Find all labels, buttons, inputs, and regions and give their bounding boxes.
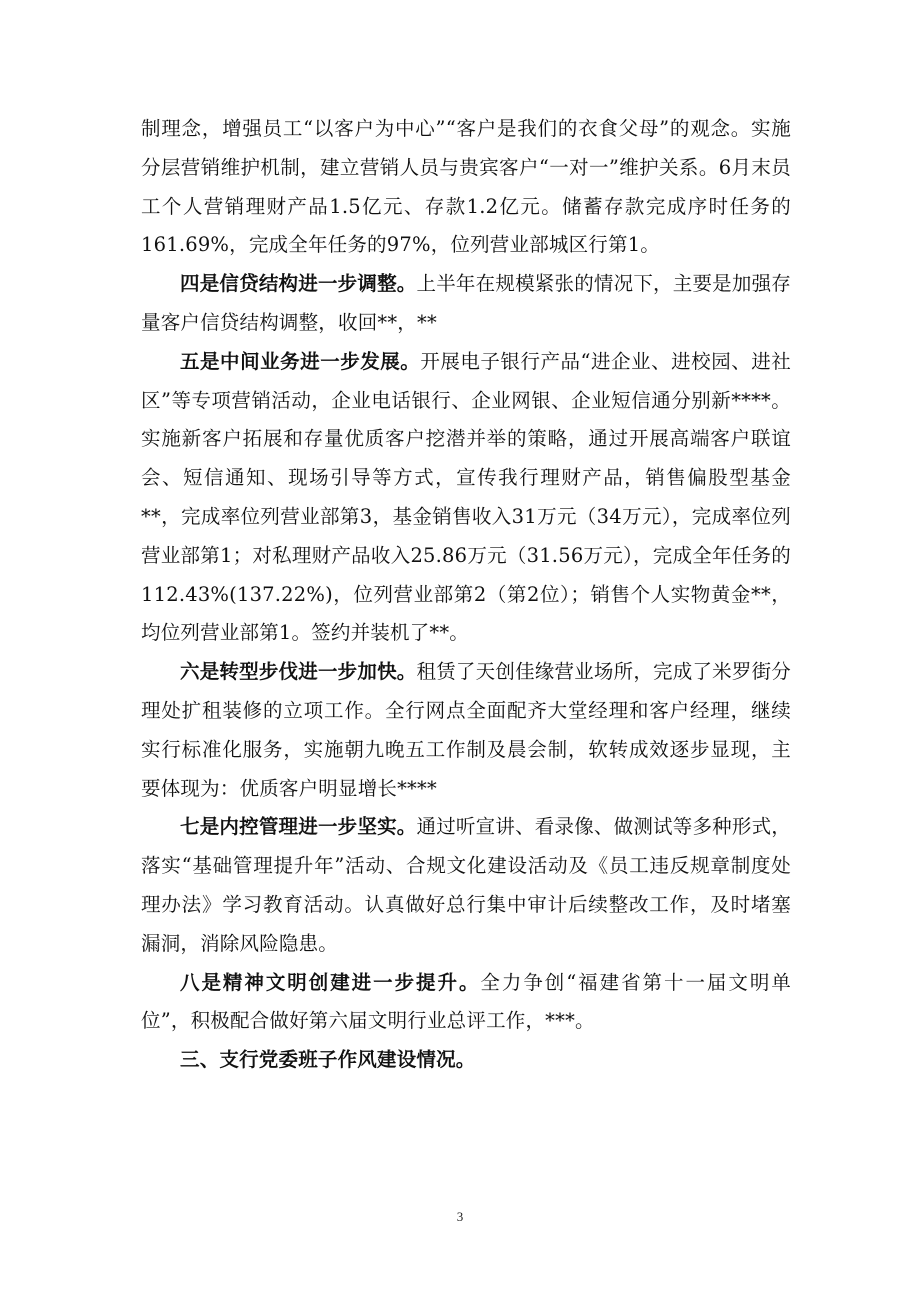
- paragraph-internal-control: [141, 808, 791, 963]
- paragraph-text: 上半年在规模紧张的情况下，主要是加强存量客户信贷结构调整，收回**，**: [141, 272, 791, 334]
- paragraph-continuation: [141, 110, 791, 265]
- paragraph-text: 租赁了天创佳缘营业场所，完成了米罗街分理处扩租装修的立项工作。全行网点全面配齐大堂经理和客户经理，继续实行标准化服务，实施朝九晚五工作制及晨会制，软转成效逐步显现，主要体现为：优质客户明显增长****: [141, 660, 791, 800]
- paragraph-lead: 四是信贷结构进一步调整。: [180, 272, 417, 296]
- paragraph-credit-structure: [141, 265, 791, 343]
- paragraph-text: 全力争创“福建省第十一届文明单位”，积极配合做好第六届文明行业总评工作，***。: [141, 970, 791, 1033]
- paragraph-intermediate-business: [141, 343, 791, 653]
- paragraph-text: 开展电子银行产品“进企业、进校园、进社区”等专项营销活动，企业电话银行、企业网银、企业短信通分别新****。实施新客户拓展和存量优质客户挖潜并举的策略，通过开展高端客户联谊会、短信通知、现场引导等方式，宣传我行理财产品，销售偏股型基金**，完成率位列营业部第3，基金销售收入31万元（34万元），完成率位列营业部第1；对私理财产品收入25.86万元（31.56万元），完成全年任务的112.43%(137.22%)，位列营业部第2（第2位）；销售个人实物黄金**，均位列营业部第1。签约并装机了**。: [141, 349, 791, 645]
- page-number: 3: [456, 1209, 464, 1224]
- paragraph-transformation: [141, 653, 791, 808]
- paragraph-lead: 六是转型步伐进一步加快。: [180, 660, 417, 684]
- body-text: [141, 110, 791, 1080]
- paragraph-lead: 七是内控管理进一步坚实。: [180, 815, 417, 839]
- paragraph-lead: 五是中间业务进一步发展。: [180, 349, 421, 373]
- paragraph-text: 通过听宣讲、看录像、做测试等多种形式，落实“基础管理提升年”活动、合规文化建设活动及《员工违反规章制度处理办法》学习教育活动。认真做好总行集中审计后续整改工作，及时堵塞漏洞，消除风险隐患。: [141, 815, 791, 955]
- paragraph-text: 制理念，增强员工“以客户为中心”“客户是我们的衣食父母”的观念。实施分层营销维护机制，建立营销人员与贵宾客户“一对一”维护关系。6月末员工个人营销理财产品1.5亿元、存款1.2亿元。储蓄存款完成序时任务的161.69%，完成全年任务的97%，位列营业部城区行第1。: [141, 117, 791, 257]
- paragraph-civilization: [141, 964, 791, 1042]
- section-heading: 三、支行党委班子作风建设情况。: [180, 1048, 476, 1072]
- paragraph-lead: 八是精神文明创建进一步提升。: [180, 970, 481, 994]
